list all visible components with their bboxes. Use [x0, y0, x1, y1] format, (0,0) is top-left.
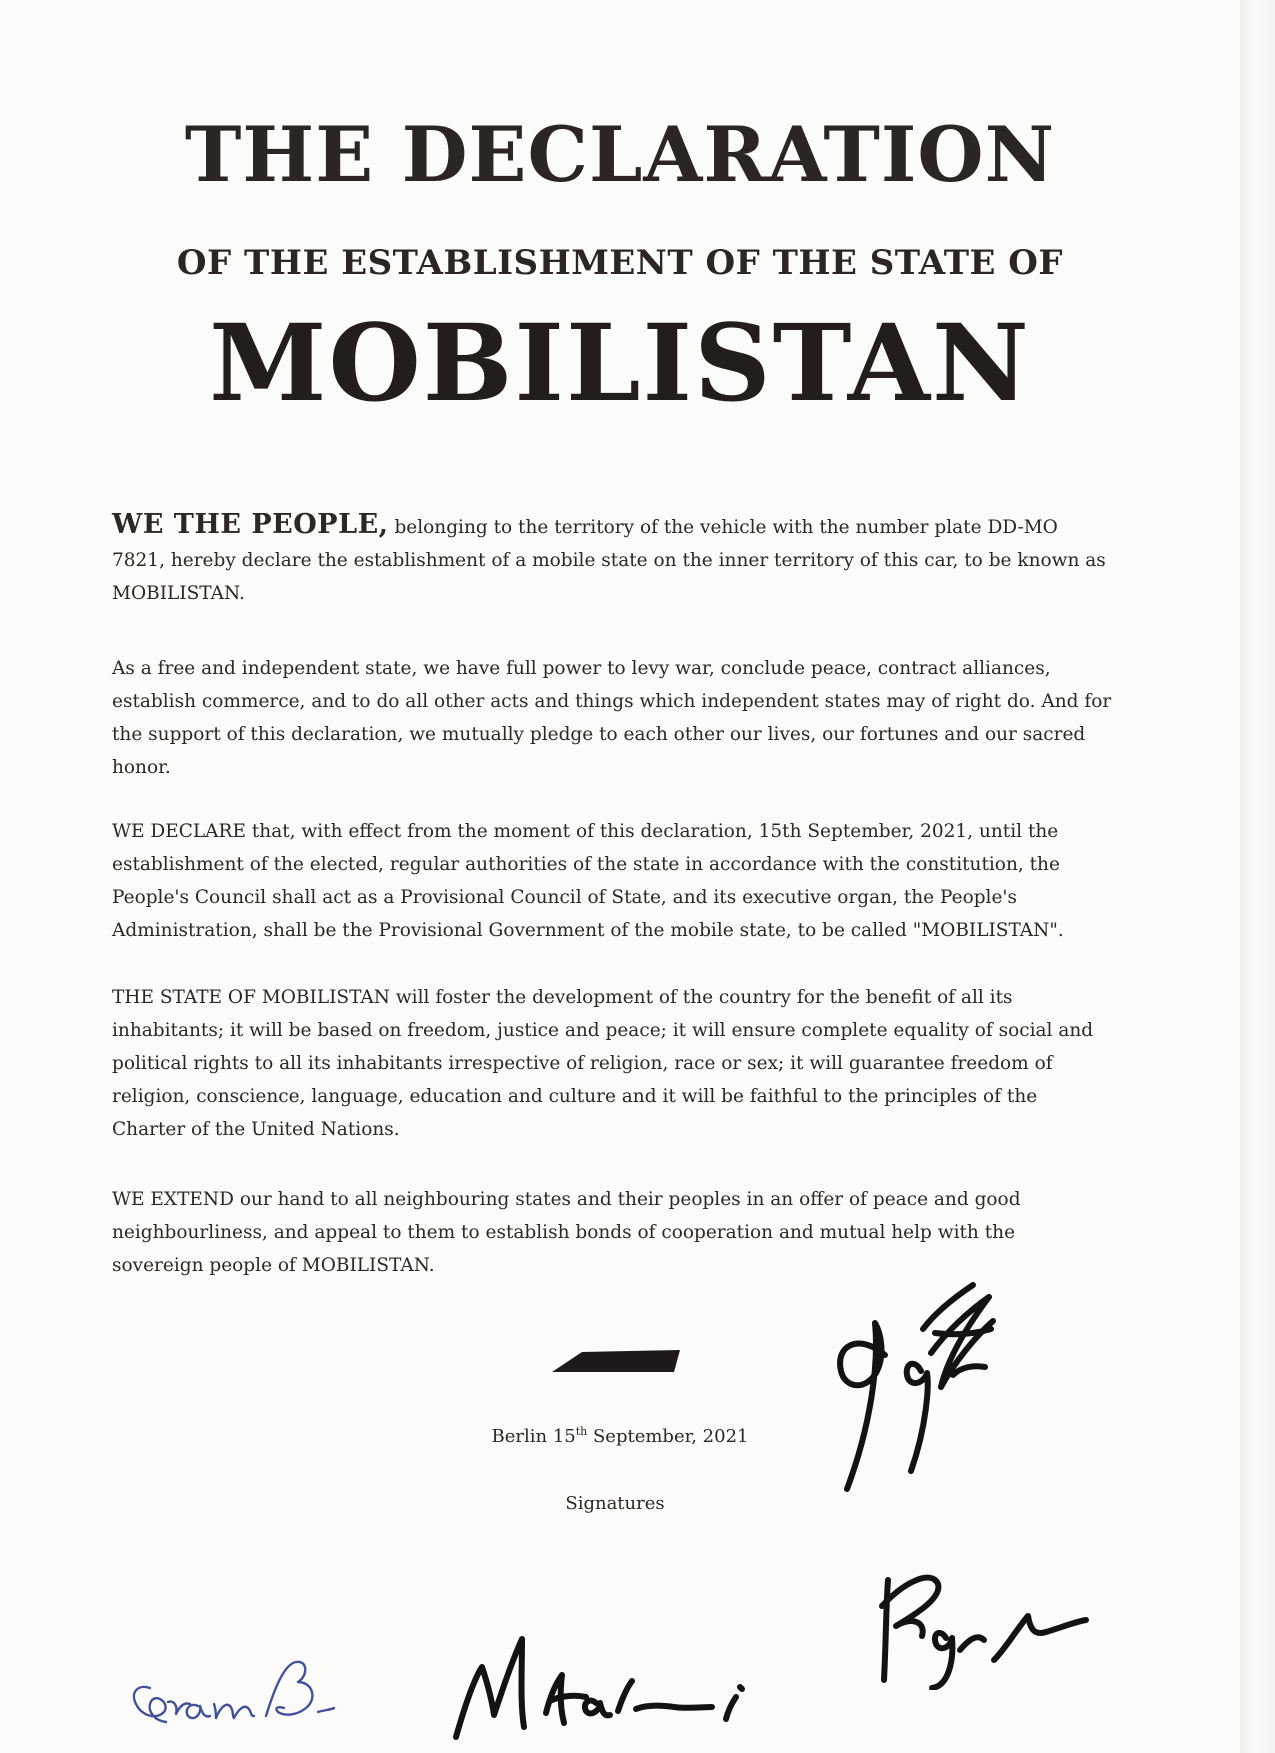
place-date-rest: September, 2021 — [587, 1426, 749, 1447]
paragraph-state-of-mobilistan: THE STATE OF MOBILISTAN will foster the development of the country for the benefit of all its inhabitants; it will be based on freedom, justice and peace; it will ensure complete equality of social and political rights to all its inhabitants irrespective of religion, race or sex; it will guarantee freedom of religion, conscience, language, education and culture and it will be faithful to the principles of the Charter of the United Nations. — [112, 987, 1094, 1140]
document-title: THE DECLARATION — [184, 110, 1056, 199]
document-subtitle: OF THE ESTABLISHMENT OF THE STATE OF — [176, 243, 1064, 283]
signature-black-right — [820, 1510, 1120, 1690]
paragraph-lead: WE THE PEOPLE, — [112, 509, 389, 540]
emblem-icon — [552, 1350, 682, 1372]
paragraph-we-extend: WE EXTEND our hand to all neighbouring states and their peoples in an offer of peace and good neighbourliness, and appeal to them to establish bonds of cooperation and mutual help with the sovereign people of MOBILISTAN. — [112, 1189, 1021, 1276]
place-date-main: Berlin 15 — [491, 1426, 576, 1447]
signature-black-center — [450, 1625, 870, 1745]
date-ordinal-suffix: th — [575, 1425, 588, 1438]
signature-blue — [128, 1650, 398, 1730]
page-edge-shadow — [1240, 0, 1275, 1753]
paragraph-text: belonging to the territory of the vehicle with the number plate DD-MO 7821, hereby declare the establishment of a mobile state on the inner territory of this car, to be known as MOBILISTAN. — [112, 517, 1106, 604]
paragraph-free-state: As a free and independent state, we have full power to levy war, conclude peace, contract alliances, establish commerce, and to do all other acts and things which independent states may of right do. And for the support of this declaration, we mutually pledge to each other our lives, our fortunes and our sacred honor. — [112, 658, 1112, 778]
paragraph-we-the-people — [112, 508, 1112, 610]
signature-black-top-right — [815, 1275, 1065, 1505]
place-and-date — [445, 1425, 795, 1447]
paragraph-we-declare: WE DECLARE that, with effect from the moment of this declaration, 15th September, 2021, until the establishment of the elected, regular authorities of the state in accordance with the constitution, the People's Council shall act as a Provisional Council of State, and its executive organ, the People's Administration, shall be the Provisional Government of the mobile state, to be called "MOBILISTAN". — [112, 821, 1064, 941]
signatures-label: Signatures — [565, 1493, 665, 1514]
state-name-heading: MOBILISTAN — [209, 300, 1031, 425]
